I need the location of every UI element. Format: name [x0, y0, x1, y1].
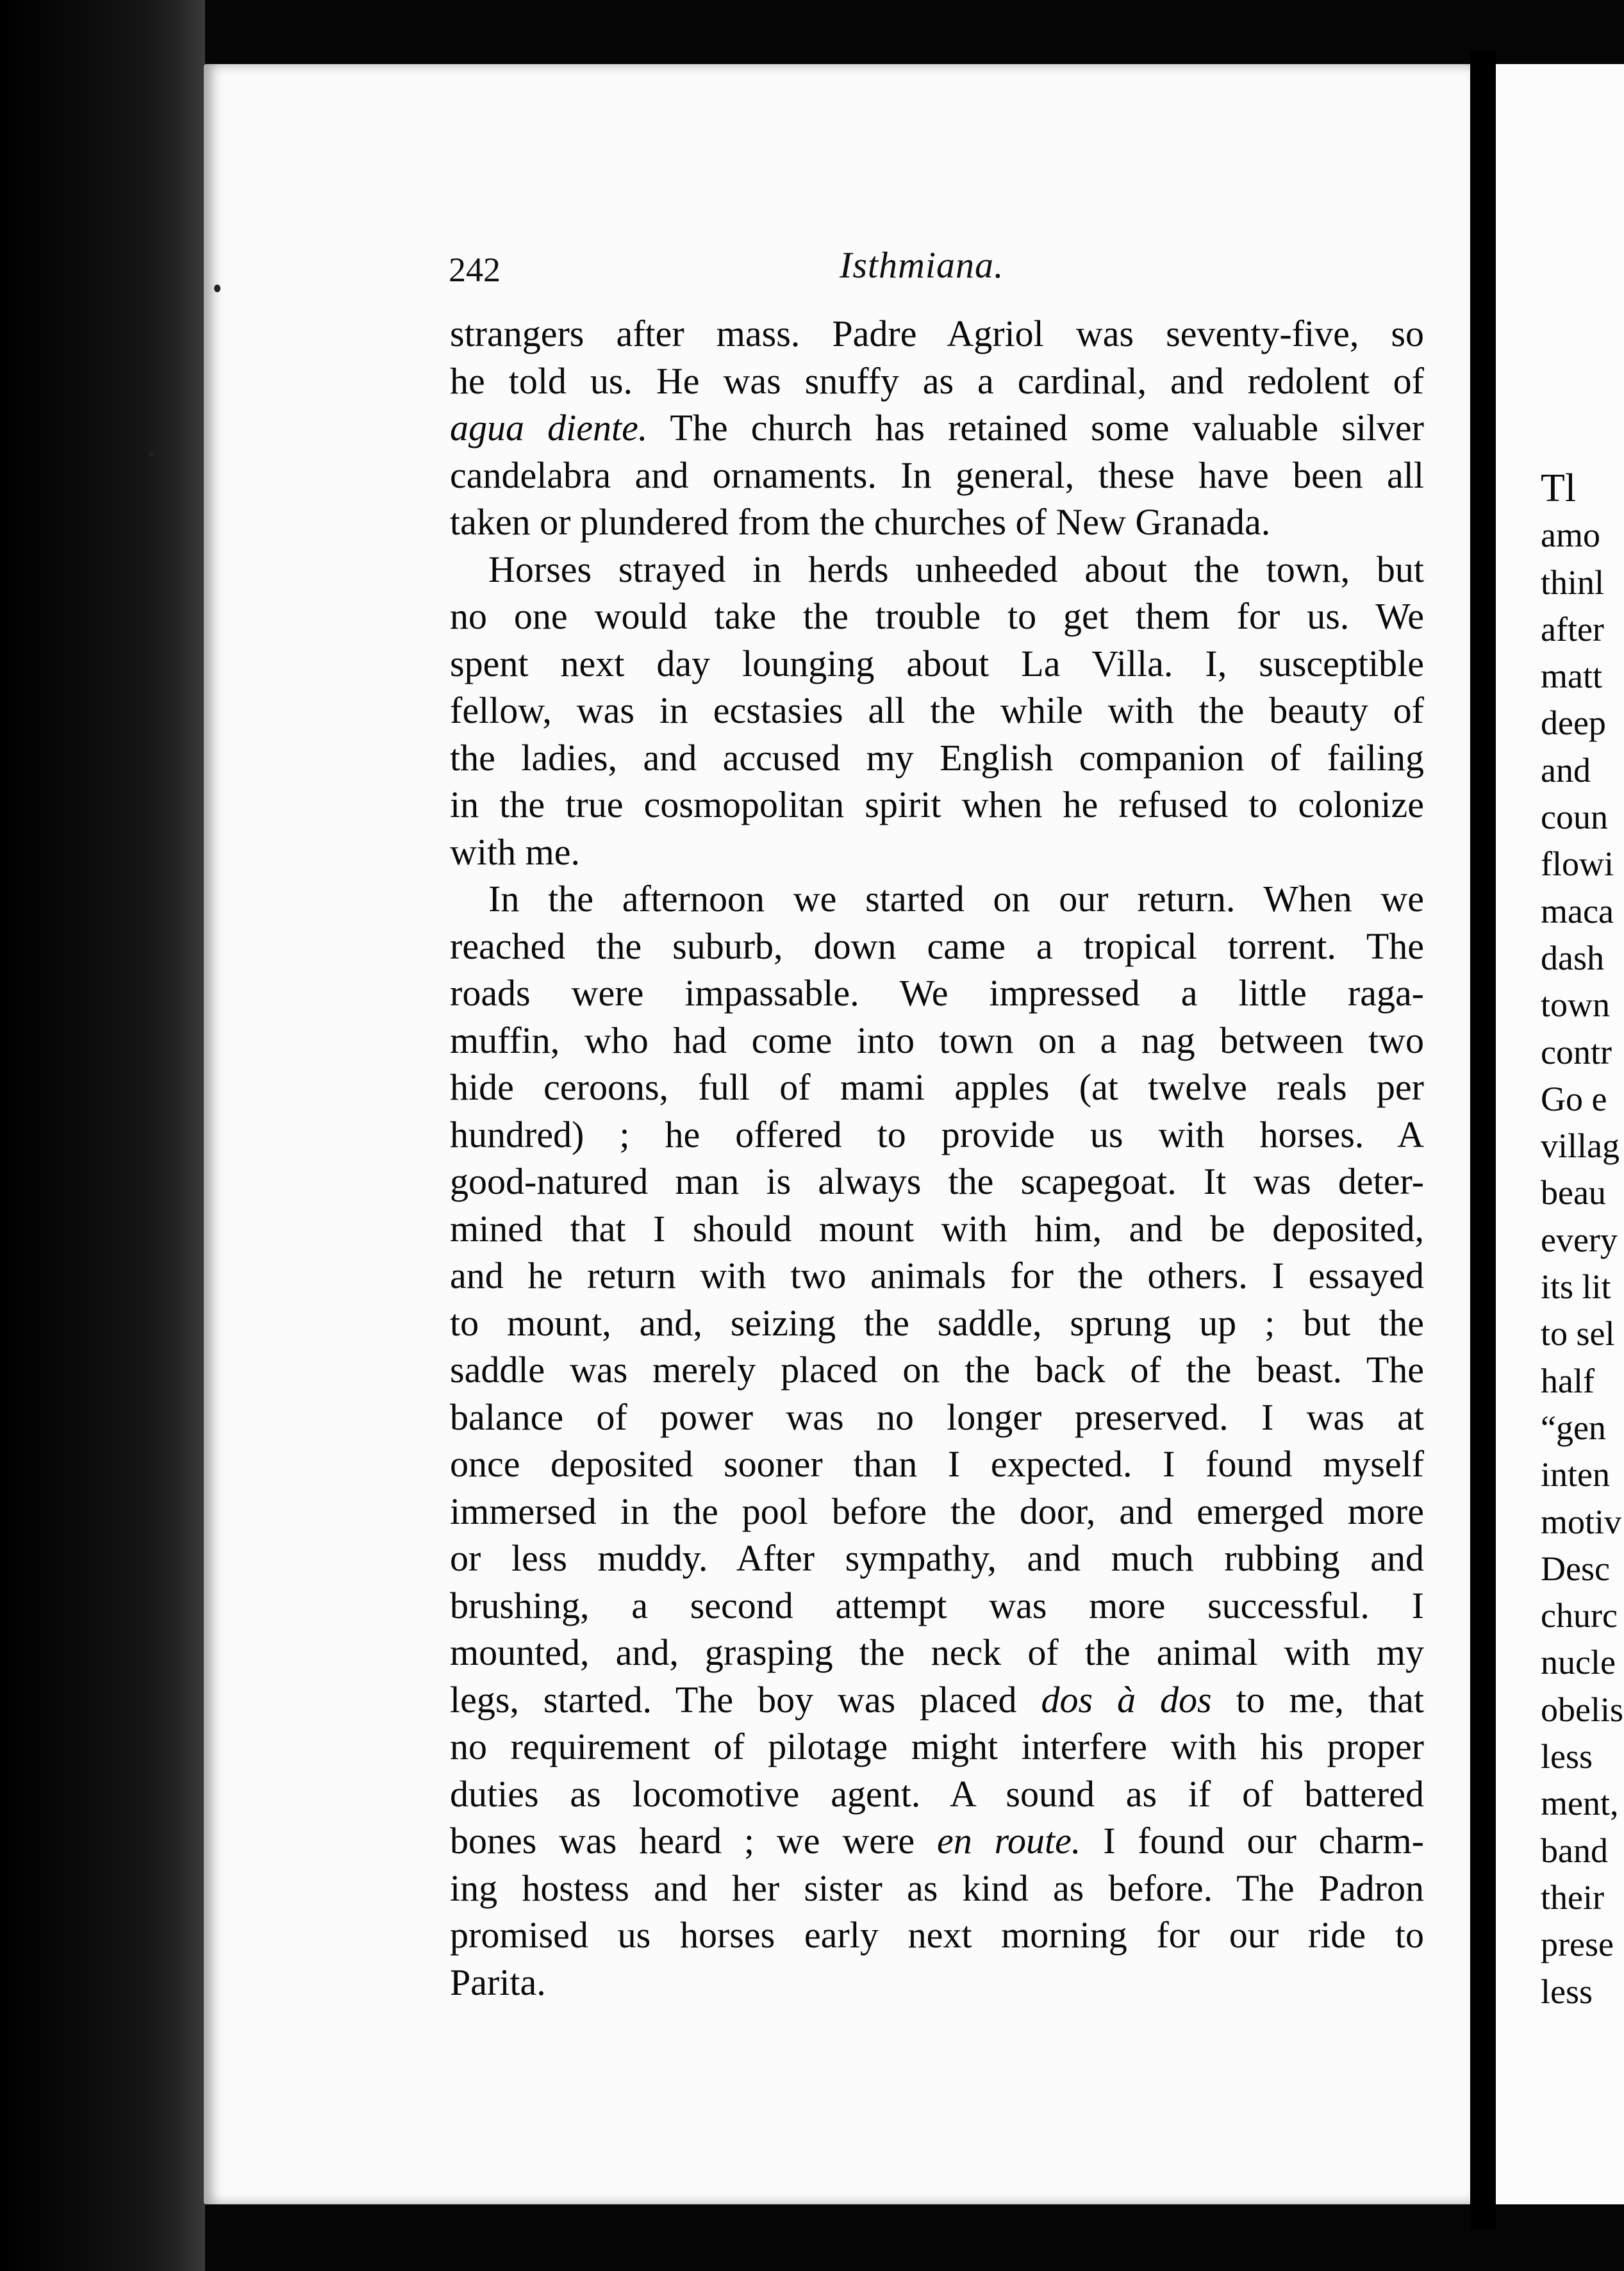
- right-page-fragment: deep: [1541, 704, 1606, 743]
- text-line: ing hostess and her sister as kind as before. The Padron: [450, 1867, 1424, 1909]
- right-page-fragment: their: [1541, 1878, 1604, 1917]
- text-line: strangers after mass. Padre Agriol was seventy-five, so: [450, 313, 1424, 354]
- text-line: roads were impassable. We impressed a little raga-: [450, 972, 1424, 1014]
- text-line: and he return with two animals for the others. I essayed: [450, 1255, 1424, 1296]
- right-page-fragment: coun: [1541, 798, 1608, 837]
- right-page-fragment: motiv: [1541, 1502, 1622, 1541]
- text-line: spent next day lounging about La Villa. I, susceptible: [450, 642, 1424, 684]
- right-page-fragment: Tl: [1541, 467, 1577, 510]
- right-page-fragment: to sel: [1541, 1314, 1615, 1353]
- text-line: to mount, and, seizing the saddle, sprung up ; but the: [450, 1301, 1424, 1344]
- body-text: [450, 310, 1424, 2006]
- text-line: hide ceroons, full of mami apples (at twelve reals per: [450, 1066, 1424, 1108]
- right-page-fragment: Go e: [1541, 1079, 1607, 1118]
- text-line: good-natured man is always the scapegoat. It was deter-: [450, 1160, 1424, 1202]
- right-page-fragment: maca: [1541, 891, 1614, 930]
- right-page-fragment: beau: [1541, 1173, 1606, 1212]
- text-line: balance of power was no longer preserved. I was at: [450, 1396, 1424, 1438]
- text-line: mounted, and, grasping the neck of the animal with my: [450, 1631, 1424, 1673]
- right-page-fragment: after: [1541, 609, 1604, 648]
- text-line: hundred) ; he offered to provide us with horses. A: [450, 1113, 1424, 1155]
- text-line: in the true cosmopolitan spirit when he refused to colonize: [450, 784, 1424, 825]
- right-page-fragment: contr: [1541, 1032, 1612, 1071]
- right-page-fragment: every: [1541, 1220, 1618, 1259]
- right-page-fragment: flowi: [1541, 845, 1614, 884]
- text-line: Parita.: [450, 1961, 546, 2003]
- text-line: duties as locomotive agent. A sound as if of battered: [450, 1772, 1424, 1815]
- text-line: he told us. He was snuffy as a cardinal, and redolent of: [450, 359, 1424, 402]
- text-line: the ladies, and accused my English companion of failing: [450, 736, 1424, 779]
- text-line: once deposited sooner than I expected. I found myself: [450, 1443, 1424, 1485]
- book-binding-edge: [0, 0, 205, 2271]
- right-page-fragment: town: [1541, 986, 1610, 1025]
- right-page-fragment: less: [1541, 1737, 1593, 1776]
- right-page-fragment: obelis: [1541, 1690, 1623, 1729]
- right-page-fragment: nucle: [1541, 1643, 1616, 1682]
- text-line: promised us horses early next morning for our ride to: [450, 1914, 1424, 1956]
- text-line: legs, started. The boy was placed dos à dos to me, that: [450, 1678, 1424, 1721]
- right-page-fragment: villag: [1541, 1127, 1620, 1166]
- text-line: no requirement of pilotage might interfere with his proper: [450, 1726, 1424, 1767]
- text-line: immersed in the pool before the door, and emerged more: [450, 1490, 1424, 1532]
- text-line: brushing, a second attempt was more successful. I: [450, 1584, 1424, 1626]
- page-header: [449, 237, 1448, 288]
- ink-speck: [149, 451, 154, 456]
- right-page-fragment: inten: [1541, 1455, 1610, 1494]
- right-page-fragment: less: [1541, 1972, 1593, 2011]
- right-page-fragment: dash: [1541, 938, 1604, 977]
- right-page-fragment: and: [1541, 750, 1591, 789]
- text-line: no one would take the trouble to get them for us. We: [450, 595, 1424, 637]
- right-page-fragment: ment,: [1541, 1784, 1619, 1823]
- text-line: muffin, who had come into town on a nag between two: [450, 1019, 1424, 1061]
- text-line: with me.: [450, 830, 580, 873]
- ink-speck: [214, 285, 220, 292]
- page-number: 242: [449, 251, 501, 289]
- text-line: candelabra and ornaments. In general, these have been all: [450, 454, 1424, 496]
- text-line: or less muddy. After sympathy, and much rubbing and: [450, 1537, 1424, 1579]
- right-page-fragment: half: [1541, 1361, 1595, 1400]
- text-line: mined that I should mount with him, and be deposited,: [450, 1207, 1424, 1250]
- right-page-fragment: band: [1541, 1831, 1608, 1870]
- text-line: reached the suburb, down came a tropical torrent. The: [450, 925, 1424, 967]
- page-gutter: [1470, 51, 1496, 2230]
- right-page-fragment: churc: [1541, 1596, 1618, 1635]
- text-line: saddle was merely placed on the back of the beast. The: [450, 1349, 1424, 1391]
- right-page-text-fragments: [1541, 465, 1624, 2015]
- right-page-fragment: prese: [1541, 1925, 1614, 1964]
- right-page-fragment: “gen: [1541, 1408, 1606, 1447]
- text-line: taken or plundered from the churches of New Granada.: [450, 501, 1271, 543]
- right-page-fragment: matt: [1541, 657, 1602, 696]
- right-page-fragment: amo: [1541, 516, 1600, 555]
- right-page-fragment: thinl: [1541, 563, 1605, 602]
- text-line: fellow, was in ecstasies all the while with the beauty of: [450, 690, 1424, 731]
- text-line: Horses strayed in herds unheeded about the town, but: [488, 548, 1424, 590]
- right-page-fragment: its lit: [1541, 1268, 1611, 1307]
- right-page-fragment: Desc: [1541, 1549, 1610, 1588]
- text-line: bones was heard ; we were en route. I found our charm-: [450, 1820, 1424, 1862]
- running-title: Isthmiana.: [840, 244, 1004, 286]
- text-line: In the afternoon we started on our return. When we: [488, 878, 1424, 920]
- text-line: agua diente. The church has retained some valuable silver: [450, 407, 1424, 449]
